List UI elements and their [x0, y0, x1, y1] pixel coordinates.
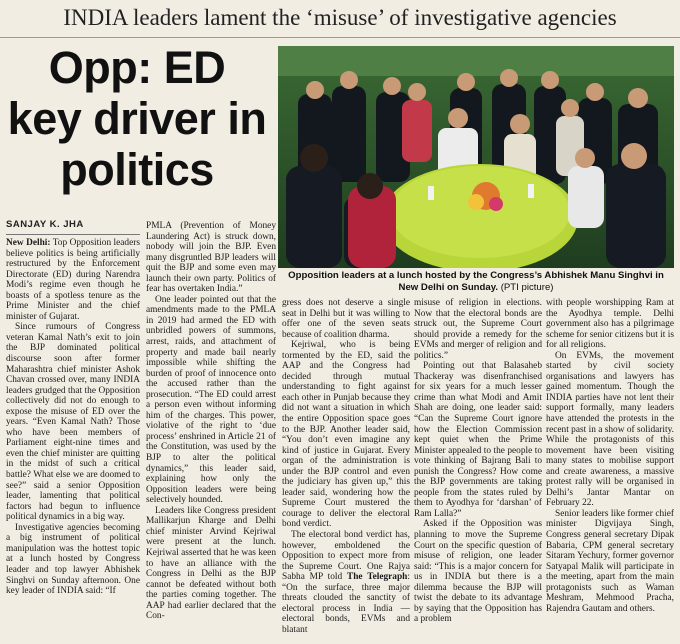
paragraph: gress does not deserve a single seat in Delhi but it was willing to offer one of the seven seats because of coalition dharma.	[282, 298, 410, 340]
paragraph	[6, 238, 140, 322]
paragraph	[282, 530, 410, 635]
paragraph: PMLA (Prevention of Money Laundering Act) is struck down, nobody will join the BJP. Even many disgruntled BJP leaders will quit the BJP and some even may launch their own party. Politics of fear has overtaken India.”	[146, 221, 276, 295]
article-column-2	[146, 221, 276, 642]
paragraph: Investigative agencies becoming a big instrument of political manipulation was the hottest topic at a lunch hosted by Congress leader and top lawyer Abhishek Singhvi on Sunday afternoon. One key leader of INDIA said: “If	[6, 522, 140, 597]
dateline: New Delhi:	[6, 238, 51, 248]
lunch-photo-illustration	[278, 46, 674, 268]
caption-credit: (PTI picture)	[500, 282, 554, 293]
paragraph: Kejriwal, who is being tormented by the ED, said the AAP and the Congress had decided through mutual understanding to fight against each other in Punjab because they did not want a situation in which the entire Opposition space goes to the BJP. Another leader said, “You don’t even imagine any kind of justice in Gujarat. Every organ of the administration is under the BJP control and even the judiciary has given up,” this leader said, wondering how the Supreme Court mustered the courage to deliver the electoral bond verdict.	[282, 340, 410, 530]
paragraph: One leader pointed out that the amendments made to the PMLA in 2019 had armed the ED with unbridled powers of summons, arrest, raids, and attachment of property and made bail nearly impossible while shifting the burden of proof of innocence onto the accused rather than the prosecution. “The ED could arrest a person even without informing him of the charges. This power, violative of the right to ‘due process’ enshrined in Article 21 of the Constitution, was used by the BJP to alter the political dynamics,” this leader said, explaining how only the Opposition leaders were being selectively hounded.	[146, 294, 276, 506]
paragraph: On EVMs, the movement started by civil society organisations and lawyers has gained momentum. Though the INDIA parties have not lent their support formally, many leaders have attended the protests in the recent past in a show of solidarity. While the protagonists of this movement have been visiting many states to mobilise support and create awareness, a massive protest rally will be organised in Delhi’s Jantar Mantar on February 22.	[546, 350, 674, 509]
byline: SANJAY K. JHA	[6, 219, 140, 235]
article-column-5	[546, 298, 674, 642]
paragraph: Pointing out that Balasaheb Thackeray was disenfranchised for six years for a much lesser crime than what Modi and Amit Shah are doing, one leader said: “Can the Supreme Court ignore how the Election Commission kept quiet when the Prime Minister appealed to the people to vote thinking of Bajrang Bali to punish the Congress? How come the BJP governments are taking people from the states ruled by them to Ayodhya for ‘darshan’ of Ram Lalla?”	[414, 361, 542, 519]
paragraph: Since rumours of Congress veteran Kamal Nath’s exit to join the BJP dominated political discourse soon after former Maharashtra chief minister Ashok Chavan crossed over, many INDIA leaders grudged that the Opposition collectively did not do enough to expose the misuse of ED over the years. “Even Kamal Nath? Those who have been members of Parliament eight-nine times and even the chief minister are quitting in the midst of such a critical battle? What else we are doomed to see?” said a senior Opposition leader, lamenting that political factors had begun to influence political dynamics in a big way.	[6, 322, 140, 523]
paragraph: misuse of religion in elections. Now that the electoral bonds are struck out, the Supreme Court should provide a remedy for the EVMs and merger of religion and politics.”	[414, 298, 542, 361]
paragraph-text: : “On the surface, three major threats clouded the sanctity of electoral process in India — electoral bonds, EVMs and blatant	[282, 572, 410, 635]
news-photo	[278, 46, 674, 268]
paragraph: with people worshipping Ram at the Ayodhya temple. Delhi government also has a pilgrimage scheme for senior citizens but it is for all religions.	[546, 298, 674, 351]
paragraph-text: Top Opposition leaders believe politics is being artificially restructured by the Enforcement Directorate (ED) during Narendra Modi’s regime even though he boasts of a spotless tenure as the Prime Minister and the chief minister of Gujarat.	[6, 238, 140, 322]
kicker-headline: INDIA leaders lament the ‘misuse’ of investigative agencies	[0, 0, 680, 38]
paragraph: Leaders like Congress president Mallikarjun Kharge and Delhi chief minister Arvind Kejriwal were present at the lunch. Kejriwal asserted that he was keen to have an alliance with the Congress in Delhi as the BJP cannot be defeated without both the parties coming together. The AAP had earlier declared that the Con-	[146, 505, 276, 622]
paragraph: Senior leaders like former chief minister Digvijaya Singh, Congress general secretary Dipak Babaria, CPM general secretary Sitaram Yechury, former governor Satyapal Malik will participate in the meeting, apart from the main protagonists such as Waman Meshram, Mehmood Pracha, Rajendra Gautam and others.	[546, 508, 674, 614]
article-column-1	[6, 238, 140, 642]
paragraph: Asked if the Opposition was planning to move the Supreme Court on the specific question of misuse of religion, one leader said: “This is a major concern for us in INDIA but there is a dilemma because the BJP will twist the debate to its advantage by saying that the Opposition has a problem	[414, 519, 542, 625]
newspaper-name: The Telegraph	[347, 572, 408, 583]
photo-caption	[278, 270, 674, 294]
paragraph-text: The electoral bond verdict has, however, emboldened the Opposition to expect more from the Supreme Court. One Rajya Sabha MP told	[282, 530, 410, 583]
main-headline: Opp: ED key driver in politics	[7, 42, 267, 195]
article-column-4	[414, 298, 542, 642]
article-column-3	[282, 298, 410, 642]
caption-text: Opposition leaders at a lunch hosted by the Congress’s Abhishek Manu Singhvi in New Delhi on Sunday.	[288, 270, 664, 293]
